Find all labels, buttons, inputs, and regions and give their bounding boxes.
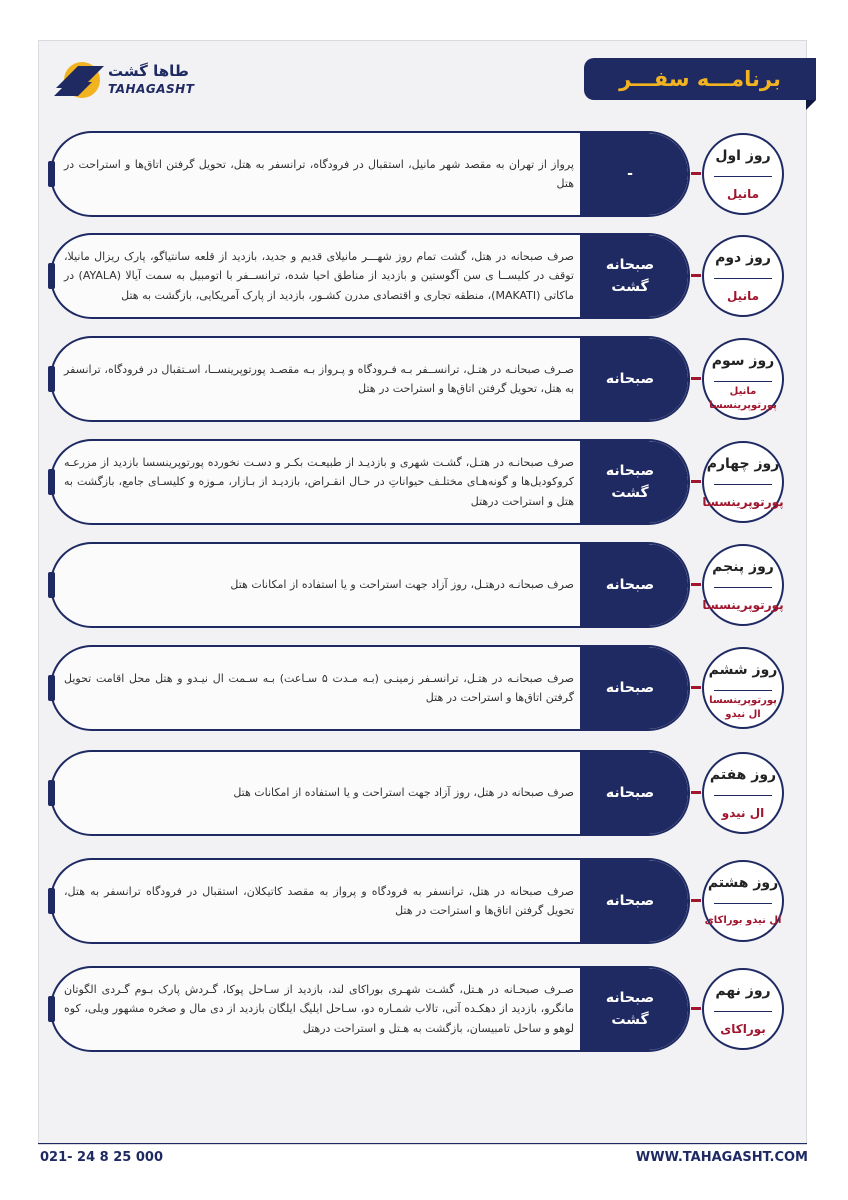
bracket-notch [48,366,55,392]
itinerary-row [50,542,812,628]
day-name: روز اول [715,148,771,164]
itinerary-row [50,966,812,1052]
day-name: روز هشتم [707,875,779,891]
day-city: بوراکای [720,1021,766,1036]
footer-website[interactable]: WWW.TAHAGASHT.COM [635,1150,808,1165]
day-description: صرف صبحانه در هتل، روز آزاد جهت استراحت و یا استفاده از امکانات هتل [233,786,574,800]
title-fold-decoration [806,100,816,110]
day-badge [702,544,784,626]
day-badge [702,338,784,420]
logo-text-en: TAHAGASHT [108,82,195,96]
brand-logo[interactable] [52,58,195,104]
connector-line [691,899,701,902]
bracket-notch [48,996,55,1022]
day-city: پورتوپرینسسا [702,494,784,509]
day-divider [714,176,772,177]
day-name: روز سوم [711,353,775,369]
day-description-box [50,542,690,628]
itinerary-row [50,645,812,731]
day-divider [714,587,772,588]
meal-tab [580,647,688,729]
footer-divider [38,1143,807,1144]
day-description: صرف صبحانـه در هتـل، ترانسـفر زمینـی (بـه مـدت ۵ سـاعت) بـه سـمت ال نیـدو و هتل محل اقامت تحویل گرفتن اتاق‌ها و استراحت در هتل [64,671,574,704]
day-divider [714,903,772,904]
day-description-box [50,131,690,217]
day-description-box [50,858,690,944]
itinerary-row [50,439,812,525]
meal-label: گشت [611,1012,649,1028]
meal-label: گشت [611,279,649,295]
logo-mark-icon [52,58,108,104]
connector-line [691,377,701,380]
day-city: پورتوپرینسسا [702,597,784,612]
day-name: روز چهارم [706,456,780,472]
day-description-box [50,966,690,1052]
day-description-box [50,233,690,319]
meal-tab [580,441,688,523]
day-city: ال نیدو بوراکای [704,915,782,926]
day-name: روز هفتم [709,767,777,783]
meal-tab [580,235,688,317]
bracket-notch [48,161,55,187]
itinerary-row [50,336,812,422]
day-city: مانیل [726,288,760,303]
day-city: ال نیدو [721,805,765,820]
connector-line [691,583,701,586]
meal-tab [580,133,688,215]
bracket-notch [48,888,55,914]
day-divider [714,795,772,796]
day-description-box [50,645,690,731]
day-badge [702,752,784,834]
itinerary-row [50,750,812,836]
connector-line [691,686,701,689]
meal-label: صبحانه [605,463,655,479]
connector-line [691,172,701,175]
day-divider [714,690,772,691]
day-badge [702,968,784,1050]
itinerary-row [50,233,812,319]
connector-line [691,1007,701,1010]
connector-line [691,480,701,483]
day-description: صـرف صبحـانه در هـتل، گشـت شهـری بوراکای لند، بازدید از سـاحل پوکا، گـردش پارک بـوم گـردی الگوتان مانگرو، بازدید از دهکـده آتی، تالاب شمـاره دو، سـاحل ایلیگ ایلگان بازدید از دی مال و صخره مشهور ویلی، کوه لوهو و ساحل تامبیسان، بازگشت به هـتل و استراحت درهتل [64,982,574,1035]
bracket-notch [48,675,55,701]
bracket-notch [48,572,55,598]
meal-tab [580,752,688,834]
meal-label: صبحانه [605,893,655,909]
day-badge [702,860,784,942]
day-divider [714,1011,772,1012]
day-name: روز ششم [708,662,778,678]
logo-text-fa: طاها گشت [108,62,189,80]
day-description: صرف صبحانه در هتل، گشت تمام روز شهـــر مانیلای قدیم و جدید، بازدید از قلعه سانتیاگو، پارک ریزال مانیلا، توقف در کلیســا ی سن آگوستین و بازدید از مناطق احیا شده، ترانســفر با اتومبیل به سمت آیالا (AYALA) در ماکاتی (MAKATI)، منطقه تجاری و اقتصادی مدرن کشـور، بازدید از پارک آمریکایی، بازگشت به هتل [64,249,574,302]
day-city: پورتوپرینسسا ال نیدو [709,695,777,720]
bracket-notch [48,780,55,806]
meal-tab [580,860,688,942]
day-badge [702,441,784,523]
day-name: روز نهم [715,983,771,999]
bracket-notch [48,263,55,289]
day-description: صـرف صبحانـه در هتـل، ترانســفر بـه فـرودگاه و پـرواز بـه مقصـد پورتوپرینســا، اسـتقبال در فرودگاه، ترانسفر به هتل، تحویل گرفتن اتاق‌ها و استراحت در هتل [64,362,574,395]
day-divider [714,484,772,485]
itinerary-row [50,858,812,944]
itinerary-row [50,131,812,217]
meal-label: صبحانه [605,257,655,273]
connector-line [691,274,701,277]
meal-label: - [627,166,633,182]
meal-label: گشت [611,485,649,501]
day-name: روز دوم [715,250,771,266]
meal-label: صبحانه [605,680,655,696]
meal-tab [580,544,688,626]
day-divider [714,278,772,279]
meal-label: صبحانه [605,577,655,593]
page-title: برنامـــه سفـــر [584,58,816,100]
meal-tab [580,968,688,1050]
day-description: صرف صبحانه در هتل، ترانسفر به فرودگاه و پرواز به مقصد کاتیکلان، استقبال در فرودگاه ترانسفر به هتل، تحویل گرفتن اتاق‌ها و استراحت در هتل [64,884,574,917]
meal-label: صبحانه [605,785,655,801]
day-badge [702,133,784,215]
day-name: روز پنجم [712,559,774,575]
bracket-notch [48,469,55,495]
day-badge [702,647,784,729]
day-description-box [50,439,690,525]
meal-tab [580,338,688,420]
day-description: صرف صبحانـه درهتـل، روز آزاد جهت استراحت و یا استفاده از امکانات هتل [230,578,574,592]
footer-phone[interactable]: 021- 24 8 25 000 [40,1150,163,1165]
day-city: مانیل پورتوپرینسسا [709,386,777,411]
meal-label: صبحانه [605,371,655,387]
day-description: پرواز از تهران به مقصد شهر مانیل، استقبال در فرودگاه، ترانسفر به هتل، تحویل گرفتن اتاق‌ها و استراحت در هتل [64,157,574,190]
day-description: صرف صبحانـه در هتـل، گشـت شهری و بازدیـد از طبیعـت بکـر و دسـت نخورده پورتوپرینسسا بازدید از مزرعـه کروکودیل‌ها و گونه‌هـای مختلـف حیواناتِ در حـال انقـراض، بازدیـد از بـازار، مـوزه و کلیسـای جامع، بازگشت به هتل و استراحت درهتل [64,455,574,508]
day-description-box [50,336,690,422]
day-divider [714,381,772,382]
connector-line [691,791,701,794]
meal-label: صبحانه [605,990,655,1006]
day-city: مانیل [726,186,760,201]
day-description-box [50,750,690,836]
day-badge [702,235,784,317]
